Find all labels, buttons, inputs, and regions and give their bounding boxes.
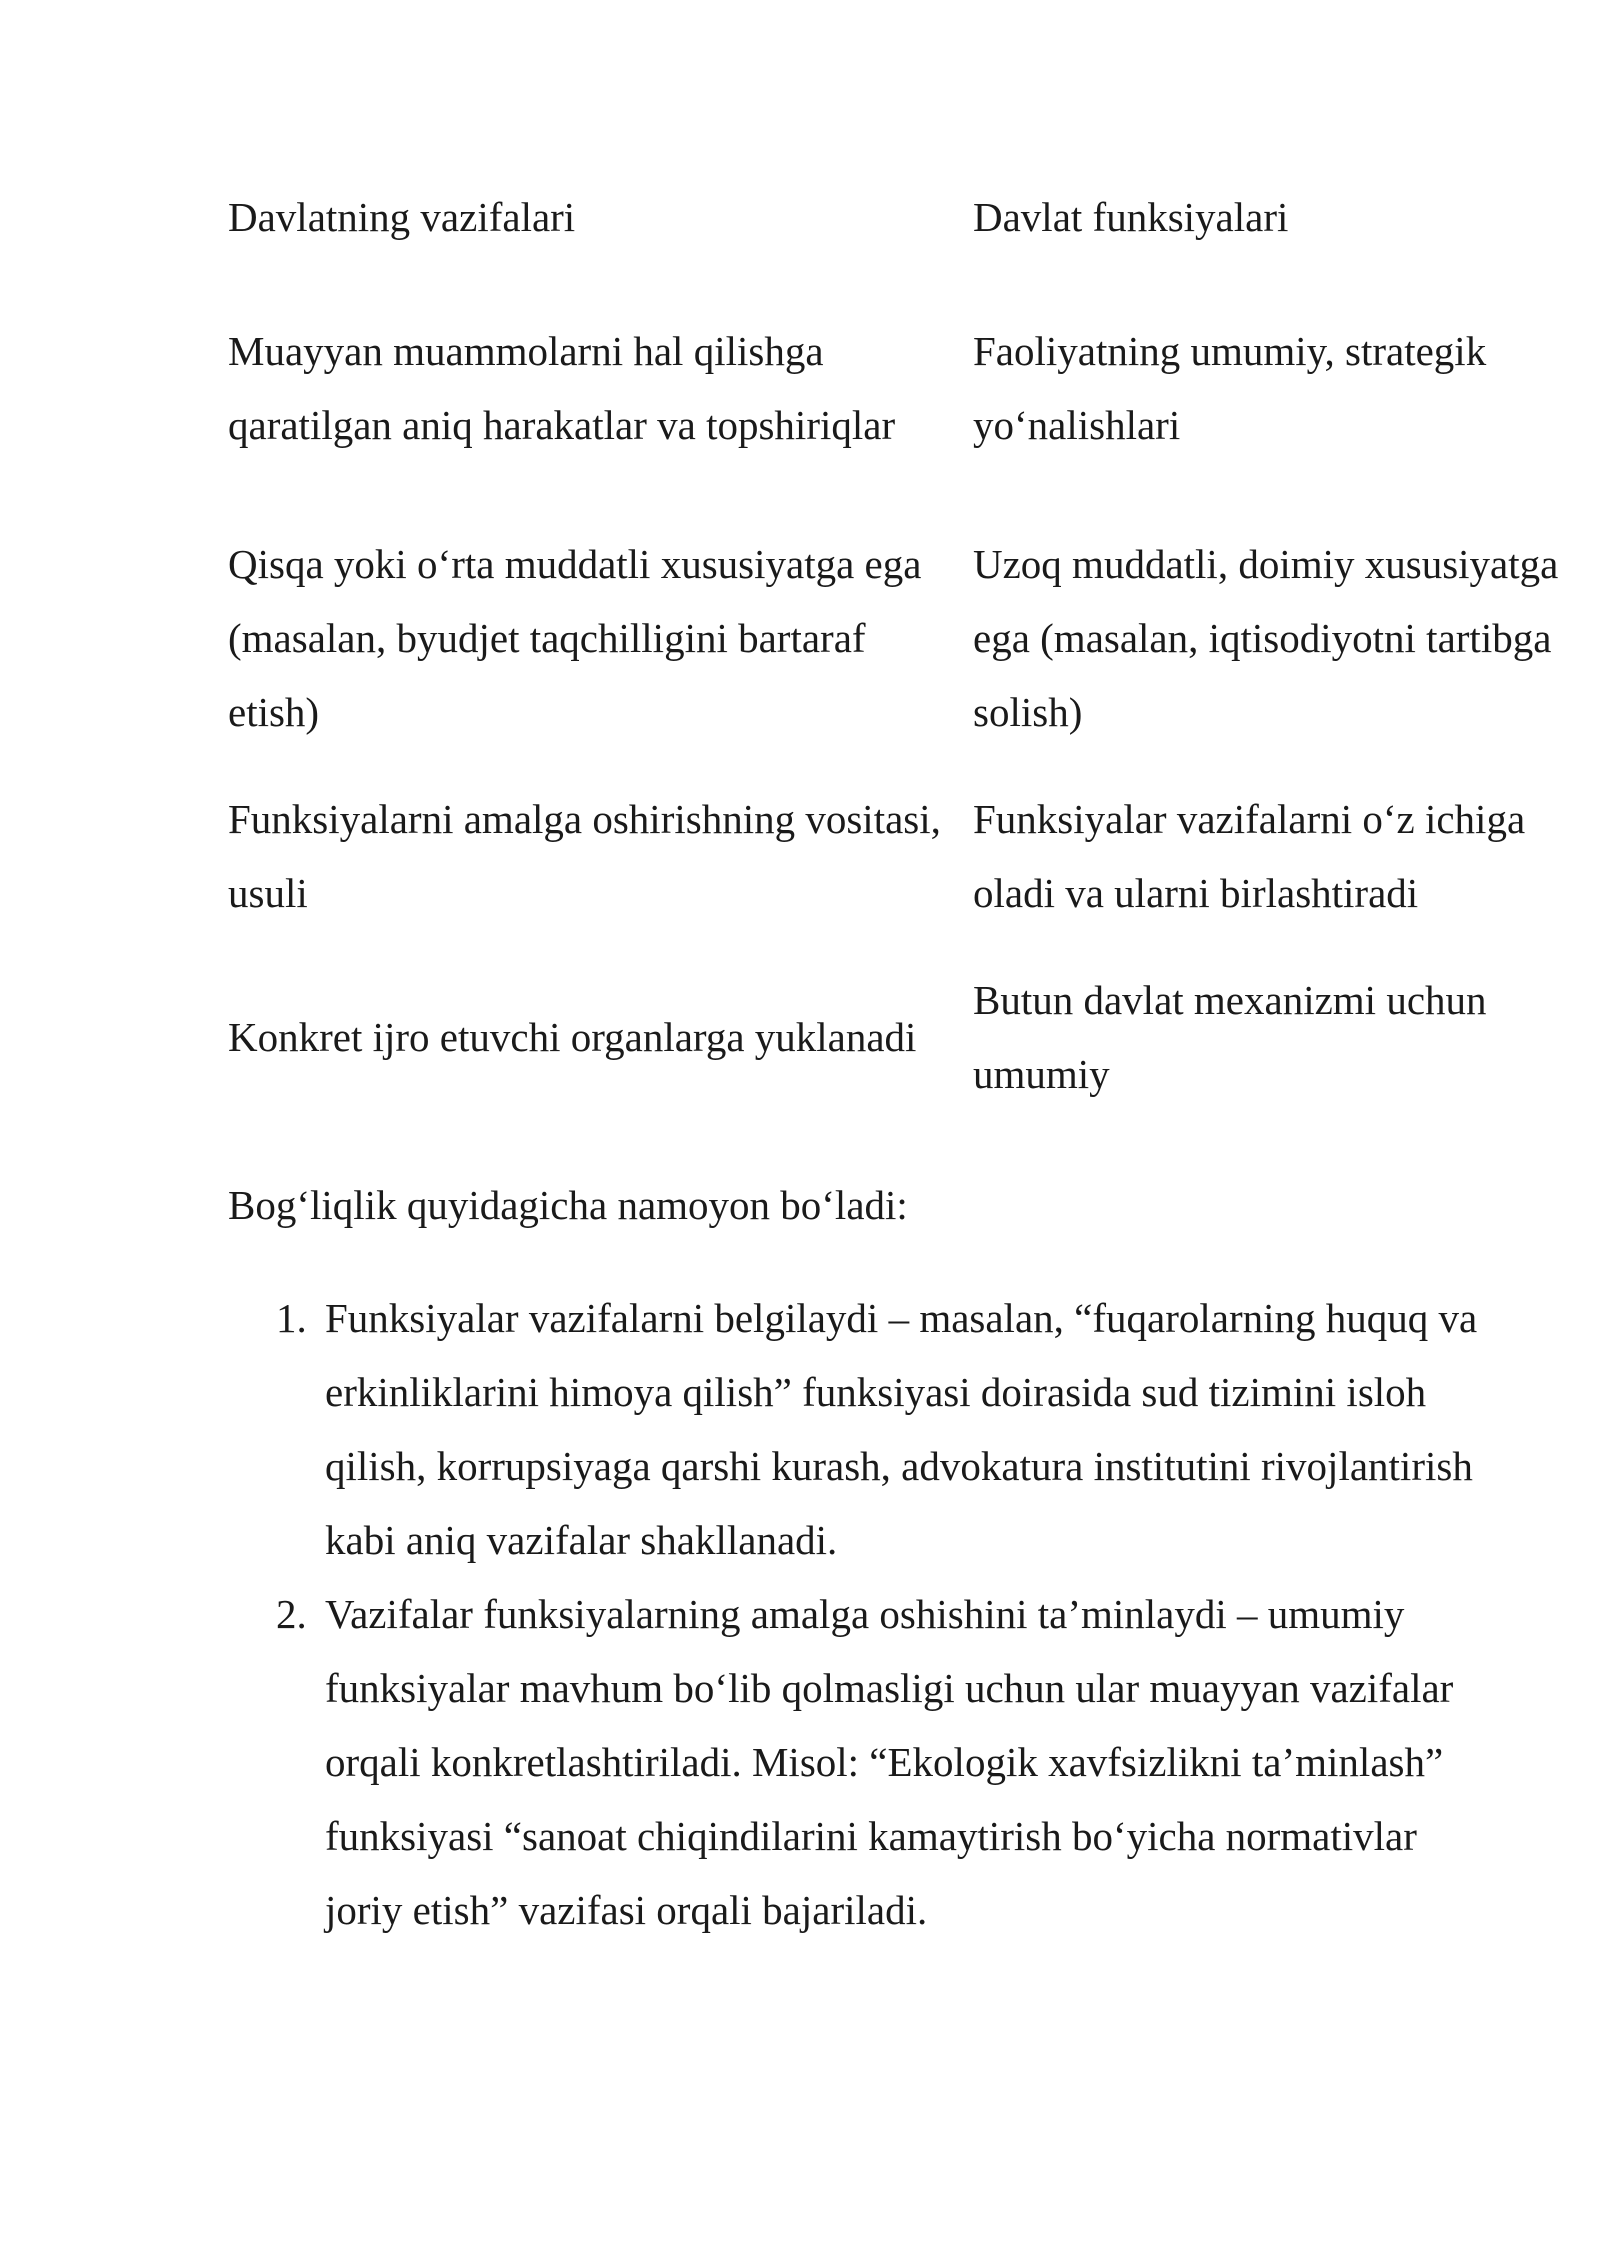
table-row xyxy=(228,510,1600,765)
table-cell-tasks: Muayyan muammolarni hal qilishga qaratilgan aniq harakatlar va topshiriqlar xyxy=(228,328,896,448)
table-cell-tasks: Funksiyalarni amalga oshirishning vositasi, usuli xyxy=(228,795,941,916)
relationship-intro: Bog‘liqlik quyidagicha namoyon bo‘ladi: xyxy=(228,1182,908,1228)
table-cell-tasks: Qisqa yoki o‘rta muddatli xususiyatga ega (masalan, byudjet taqchilligini bartaraf etish) xyxy=(228,540,922,735)
table-row xyxy=(228,765,1600,946)
list-item xyxy=(228,1281,1488,1577)
relationship-list xyxy=(228,1281,1488,1947)
list-item xyxy=(228,1577,1488,1947)
table-cell-functions: Faoliyatning umumiy, strategik yo‘nalishlari xyxy=(973,328,1487,448)
table-cell-functions: Funksiyalar vazifalarni o‘z ichiga oladi va ularni birlashtiradi xyxy=(973,795,1526,916)
list-item-number: 2. xyxy=(276,1591,307,1637)
list-item-text: Vazifalar funksiyalarning amalga oshishini ta’minlaydi – umumiy funksiyalar mavhum bo‘lib qolmasligi uchun ular muayyan vazifalar orqali konkretlashtiriladi. Misol: “Ekologik xavfsizlikni ta’minlash” funksiyasi “sanoat chiqindilarini kamaytirish bo‘yicha normativlar joriy etish” vazifasi orqali bajariladi. xyxy=(325,1591,1454,1933)
header-tasks: Davlatning vazifalari xyxy=(228,194,576,240)
table-row xyxy=(228,266,1600,510)
list-item-text: Funksiyalar vazifalarni belgilaydi – masalan, “fuqarolarning huquq va erkinliklarini himoya qilish” funksiyasi doirasida sud tizimini isloh qilish, korrupsiyaga qarshi kurash, advokatura institutini rivojlantirish kabi aniq vazifalar shakllanadi. xyxy=(325,1295,1478,1563)
table-cell-tasks: Konkret ijro etuvchi organlarga yuklanadi xyxy=(228,1013,917,1060)
table-header-row xyxy=(228,168,1600,266)
header-functions: Davlat funksiyalari xyxy=(973,194,1289,240)
table-cell-functions: Butun davlat mexanizmi uchun umumiy xyxy=(973,976,1487,1097)
list-item-number: 1. xyxy=(276,1295,307,1341)
table-row xyxy=(228,946,1600,1127)
comparison-table xyxy=(228,168,1600,1127)
table-cell-functions: Uzoq muddatli, doimiy xususiyatga ega (masalan, iqtisodiyotni tartibga solish) xyxy=(973,540,1559,735)
